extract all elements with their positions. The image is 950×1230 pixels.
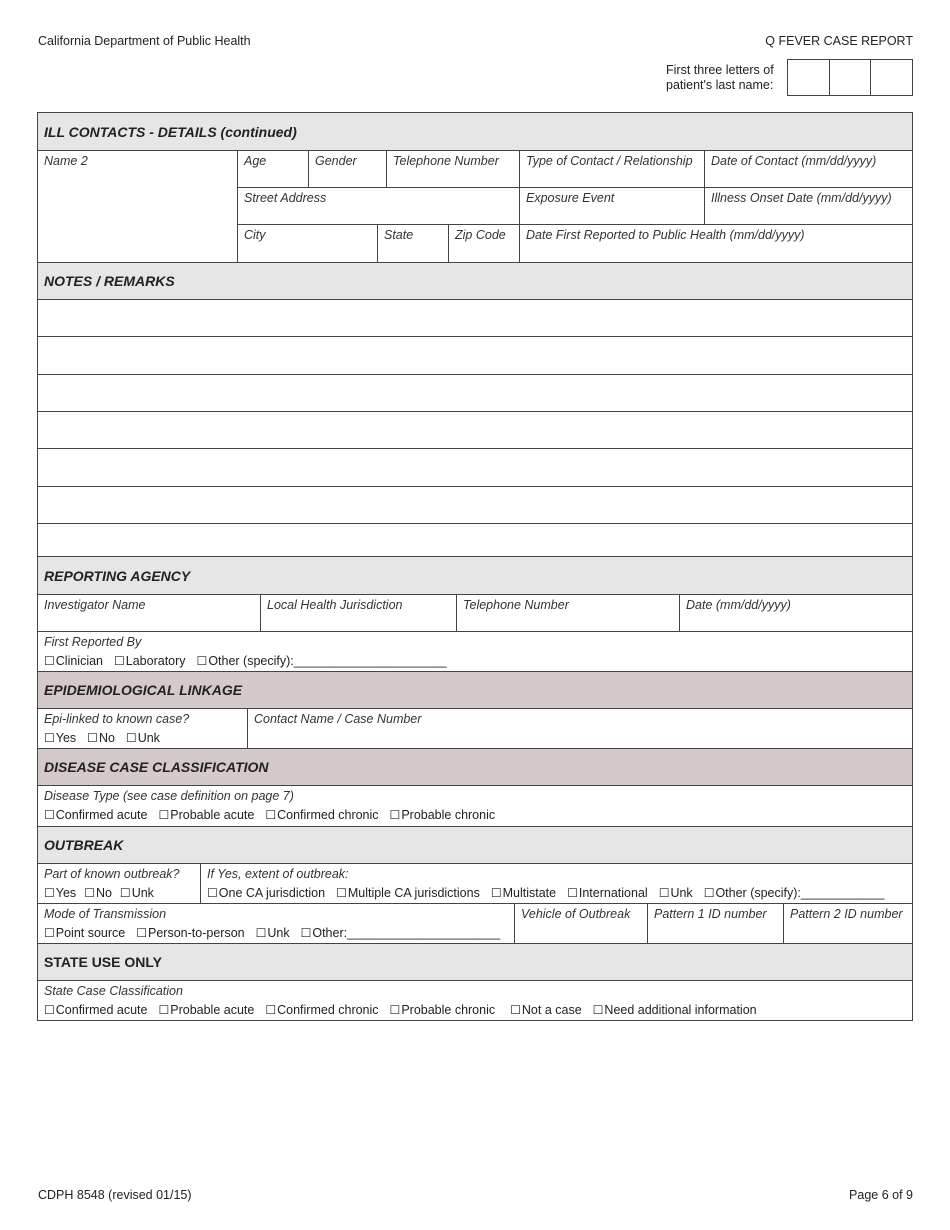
epi-linked-field — [37, 708, 248, 749]
city-field[interactable] — [237, 224, 378, 263]
jurisdiction-field[interactable] — [260, 594, 457, 632]
contact-telephone-label: Telephone Number — [393, 154, 499, 168]
mode-other-checkbox[interactable]: ☐ Other:______________________ — [301, 926, 500, 940]
notes-line-5[interactable] — [37, 448, 913, 487]
vehicle-of-outbreak-label: Vehicle of Outbreak — [521, 907, 631, 921]
multistate-checkbox[interactable]: ☐ Multistate — [491, 886, 556, 900]
vehicle-of-outbreak-field[interactable] — [514, 903, 648, 944]
notes-line-4[interactable] — [37, 411, 913, 449]
ill-contacts-header: ILL CONTACTS - DETAILS (continued) — [37, 112, 913, 151]
agency-telephone-label: Telephone Number — [463, 598, 569, 612]
agency-telephone-field[interactable] — [456, 594, 680, 632]
confirmed-chronic-checkbox[interactable]: ☐ Confirmed chronic — [265, 808, 378, 822]
outbreak-unk-checkbox[interactable]: ☐ Unk — [120, 886, 154, 900]
contact-type-label: Type of Contact / Relationship — [526, 154, 693, 168]
agency-date-field[interactable] — [679, 594, 913, 632]
initial-box-3[interactable] — [871, 60, 912, 95]
mode-unk-checkbox[interactable]: ☐ Unk — [256, 926, 290, 940]
pattern1-field[interactable] — [647, 903, 784, 944]
pattern2-label: Pattern 2 ID number — [790, 907, 903, 921]
initial-box-1[interactable] — [788, 60, 830, 95]
jurisdiction-label: Local Health Jurisdiction — [267, 598, 403, 612]
first-reported-by-field — [37, 631, 913, 672]
outbreak-extent-label: If Yes, extent of outbreak: — [207, 867, 349, 881]
state-probable-chronic-checkbox[interactable]: ☐ Probable chronic — [390, 1003, 496, 1017]
notes-header: NOTES / REMARKS — [37, 262, 913, 300]
extent-other-checkbox[interactable]: ☐ Other (specify):____________ — [704, 886, 885, 900]
laboratory-checkbox[interactable]: ☐ Laboratory — [114, 654, 186, 668]
other-reporter-checkbox[interactable]: ☐ Other (specify):______________________ — [197, 654, 447, 668]
notes-line-3[interactable] — [37, 374, 913, 412]
contact-type-field[interactable] — [519, 150, 705, 188]
part-of-outbreak-field — [37, 863, 201, 904]
gender-label: Gender — [315, 154, 357, 168]
city-label: City — [244, 228, 266, 242]
international-checkbox[interactable]: ☐ International — [567, 886, 648, 900]
notes-line-6[interactable] — [37, 486, 913, 524]
epi-linkage-header: EPIDEMIOLOGICAL LINKAGE — [37, 671, 913, 709]
state-confirmed-chronic-checkbox[interactable]: ☐ Confirmed chronic — [265, 1003, 378, 1017]
disease-type-field — [37, 785, 913, 827]
state-use-header: STATE USE ONLY — [37, 943, 913, 981]
age-label: Age — [244, 154, 267, 168]
initials-label-line2: patient's last name: — [666, 78, 774, 92]
report-title: Q FEVER CASE REPORT — [765, 34, 913, 48]
initial-box-2[interactable] — [830, 60, 872, 95]
point-source-checkbox[interactable]: ☐ Point source — [44, 926, 125, 940]
contact-case-number-field[interactable] — [247, 708, 913, 749]
agency-date-label: Date (mm/dd/yyyy) — [686, 598, 791, 612]
state-field[interactable] — [377, 224, 449, 263]
outbreak-extent-field — [200, 863, 913, 904]
epi-no-checkbox[interactable]: ☐ No — [87, 731, 115, 745]
one-jurisdiction-checkbox[interactable]: ☐ One CA jurisdiction — [207, 886, 325, 900]
part-of-outbreak-label: Part of known outbreak? — [44, 867, 180, 881]
extent-unk-checkbox[interactable]: ☐ Unk — [659, 886, 693, 900]
state-confirmed-acute-checkbox[interactable]: ☐ Confirmed acute — [44, 1003, 147, 1017]
contact-name-field[interactable] — [37, 150, 238, 263]
probable-acute-checkbox[interactable]: ☐ Probable acute — [158, 808, 254, 822]
street-address-label: Street Address — [244, 191, 327, 205]
initials-boxes — [787, 59, 913, 96]
page-number: Page 6 of 9 — [849, 1188, 913, 1202]
illness-onset-label: Illness Onset Date (mm/dd/yyyy) — [711, 191, 892, 205]
state-probable-acute-checkbox[interactable]: ☐ Probable acute — [158, 1003, 254, 1017]
pattern1-label: Pattern 1 ID number — [654, 907, 767, 921]
state-label: State — [384, 228, 414, 242]
reporting-agency-header: REPORTING AGENCY — [37, 556, 913, 595]
outbreak-yes-checkbox[interactable]: ☐ Yes — [44, 886, 76, 900]
form-number: CDPH 8548 (revised 01/15) — [38, 1188, 192, 1202]
contact-case-number-label: Contact Name / Case Number — [254, 712, 422, 726]
notes-line-2[interactable] — [37, 336, 913, 375]
probable-chronic-checkbox[interactable]: ☐ Probable chronic — [390, 808, 496, 822]
mode-of-transmission-field — [37, 903, 515, 944]
exposure-event-field[interactable] — [519, 187, 705, 225]
pattern2-field[interactable] — [783, 903, 913, 944]
date-of-contact-field[interactable] — [704, 150, 913, 188]
notes-line-7[interactable] — [37, 523, 913, 557]
contact-name-label: Name 2 — [44, 154, 88, 168]
state-classification-field — [37, 980, 913, 1021]
mode-of-transmission-label: Mode of Transmission — [44, 907, 167, 921]
first-reported-by-label: First Reported By — [44, 635, 142, 649]
exposure-event-label: Exposure Event — [526, 191, 615, 205]
initials-label-line1: First three letters of — [666, 63, 774, 77]
not-a-case-checkbox[interactable]: ☐ Not a case — [510, 1003, 582, 1017]
confirmed-acute-checkbox[interactable]: ☐ Confirmed acute — [44, 808, 147, 822]
notes-line-1[interactable] — [37, 299, 913, 337]
multiple-jurisdictions-checkbox[interactable]: ☐ Multiple CA jurisdictions — [336, 886, 480, 900]
zip-field[interactable] — [448, 224, 520, 263]
need-info-checkbox[interactable]: ☐ Need additional information — [593, 1003, 757, 1017]
date-of-contact-label: Date of Contact (mm/dd/yyyy) — [711, 154, 877, 168]
outbreak-header: OUTBREAK — [37, 826, 913, 864]
classification-header: DISEASE CASE CLASSIFICATION — [37, 748, 913, 786]
epi-linked-label: Epi-linked to known case? — [44, 712, 190, 726]
illness-onset-field[interactable] — [704, 187, 913, 225]
date-first-reported-field[interactable] — [519, 224, 913, 263]
agency-name: California Department of Public Health — [38, 34, 251, 48]
contact-telephone-field[interactable] — [386, 150, 520, 188]
disease-type-label: Disease Type (see case definition on page 7) — [44, 789, 294, 803]
initials-label — [666, 63, 774, 93]
gender-field[interactable] — [308, 150, 387, 188]
epi-yes-checkbox[interactable]: ☐ Yes — [44, 731, 76, 745]
state-classification-label: State Case Classification — [44, 984, 183, 998]
outbreak-no-checkbox[interactable]: ☐ No — [84, 886, 112, 900]
street-address-field[interactable] — [237, 187, 520, 225]
date-first-reported-label: Date First Reported to Public Health (mm/dd/yyyy) — [526, 228, 805, 242]
person-to-person-checkbox[interactable]: ☐ Person-to-person — [136, 926, 244, 940]
clinician-checkbox[interactable]: ☐ Clinician — [44, 654, 103, 668]
epi-unk-checkbox[interactable]: ☐ Unk — [126, 731, 160, 745]
investigator-name-field[interactable] — [37, 594, 261, 632]
age-field[interactable] — [237, 150, 309, 188]
zip-label: Zip Code — [455, 228, 506, 242]
investigator-name-label: Investigator Name — [44, 598, 146, 612]
